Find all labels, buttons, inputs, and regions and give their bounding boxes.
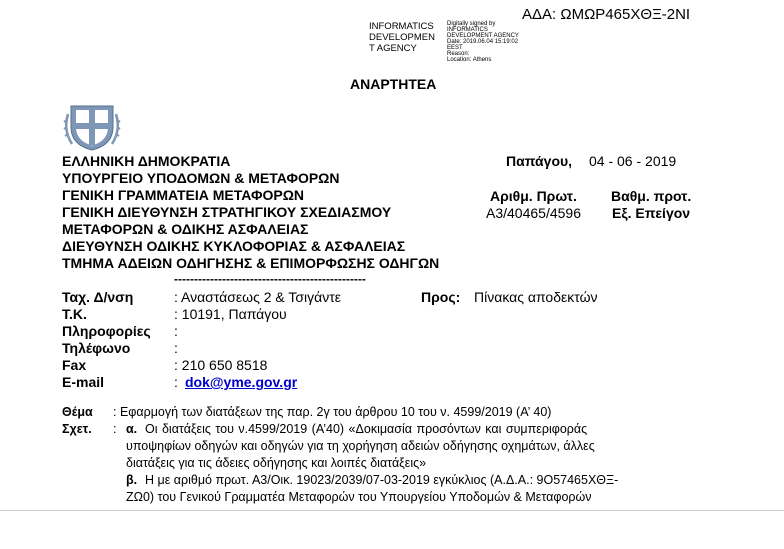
contact-label: E-mail bbox=[62, 374, 105, 390]
sender-line: ΓΕΝΙΚΗ ΔΙΕΥΘΥΝΣΗ ΣΤΡΑΤΗΓΙΚΟΥ ΣΧΕΔΙΑΣΜΟΥ bbox=[62, 204, 392, 220]
signature-detail: EEST bbox=[447, 45, 463, 51]
signature-detail: INFORMATICS bbox=[447, 27, 488, 33]
signature-detail: Location: Athens bbox=[447, 57, 492, 63]
sender-line: ΤΜΗΜΑ ΑΔΕΙΩΝ ΟΔΗΓΗΣΗΣ & ΕΠΙΜΟΡΦΩΣΗΣ ΟΔΗΓΩΝ bbox=[62, 255, 440, 271]
protocol-label: Αριθμ. Πρωτ. bbox=[490, 188, 577, 204]
subject-label: Θέμα bbox=[62, 405, 93, 419]
priority-label: Βαθμ. προτ. bbox=[611, 188, 692, 204]
sender-line: ΕΛΛΗΝΙΚΗ ΔΗΜΟΚΡΑΤΙΑ bbox=[62, 153, 231, 169]
signature-org-line: DEVELOPMEN bbox=[369, 32, 435, 43]
page-divider bbox=[0, 510, 784, 511]
signature-org-line: T AGENCY bbox=[369, 43, 417, 54]
priority-value: Εξ. Επείγον bbox=[612, 205, 691, 221]
reference-a-line: Οι διατάξεις του ν.4599/2019 (Α’40) «Δοκιμασία προσόντων και συμπεριφοράς bbox=[145, 422, 588, 436]
email-link[interactable]: dok@yme.gov.gr bbox=[185, 374, 298, 390]
contact-label: Fax bbox=[62, 357, 87, 373]
signature-detail: Digitally signed by bbox=[447, 21, 496, 27]
reference-a-line: διατάξεις για τις άδειες οδήγησης και λοιπές διατάξεις» bbox=[126, 456, 427, 470]
signature-org-line: INFORMATICS bbox=[369, 21, 434, 32]
contact-label: Τηλέφωνο bbox=[62, 340, 131, 356]
contact-value: : 10191, Παπάγου bbox=[174, 306, 287, 322]
reference-b-line: ΖΩ0) του Γενικού Γραμματέα Μεταφορών του Υπουργείου Υποδομών & Μεταφορών bbox=[126, 490, 592, 504]
date: 04 - 06 - 2019 bbox=[589, 153, 677, 169]
coat-of-arms-icon bbox=[62, 100, 122, 152]
sender-line: ΜΕΤΑΦΟΡΩΝ & ΟΔΙΚΗΣ ΑΣΦΑΛΕΙΑΣ bbox=[62, 221, 309, 237]
sender-line: ΔΙΕΥΘΥΝΣΗ ΟΔΙΚΗΣ ΚΥΚΛΟΦΟΡΙΑΣ & ΑΣΦΑΛΕΙΑΣ bbox=[62, 238, 406, 254]
recipient-value: Πίνακας αποδεκτών bbox=[474, 289, 598, 305]
separator-dashes: ------------------------------------------------ bbox=[174, 272, 366, 286]
place: Παπάγου, bbox=[506, 153, 573, 169]
reference-label: Σχετ. bbox=[62, 422, 92, 436]
ada-code: ΑΔΑ: ΩΜΩΡ465ΧΘΞ-2ΝΙ bbox=[522, 6, 691, 23]
signature-detail: Reason: bbox=[447, 51, 470, 57]
document-heading: ΑΝΑΡΤΗΤΕΑ bbox=[350, 76, 437, 92]
reference-a-line: υποψηφίων οδηγών και οδηγών για τη χορήγηση αδειών οδήγησης οχημάτων, άλλες bbox=[126, 439, 595, 453]
reference-b-line: Η με αριθμό πρωτ. Α3/Οικ. 19023/2039/07-03-2019 εγκύκλιος (Α.Δ.Α.: 9Ο57465ΧΘΞ- bbox=[145, 473, 619, 487]
email-colon: : bbox=[174, 374, 178, 390]
signature-detail: DEVELOPMENT AGENCY bbox=[447, 33, 519, 39]
contact-value: : 210 650 8518 bbox=[174, 357, 268, 373]
protocol-number: Α3/40465/4596 bbox=[486, 205, 581, 221]
contact-value: : Αναστάσεως 2 & Τσιγάντε bbox=[174, 289, 341, 305]
contact-label: Τ.Κ. bbox=[62, 306, 87, 322]
recipient-label: Προς: bbox=[421, 289, 461, 305]
contact-value: : bbox=[174, 340, 178, 356]
reference-colon: : bbox=[113, 422, 117, 436]
sender-line: ΓΕΝΙΚΗ ΓΡΑΜΜΑΤΕΙΑ ΜΕΤΑΦΟΡΩΝ bbox=[62, 187, 305, 203]
signature-detail: Date: 2019.06.04 15:19:02 bbox=[447, 39, 519, 45]
reference-a-marker: α. bbox=[126, 422, 138, 436]
reference-b-marker: β. bbox=[126, 473, 138, 487]
contact-value: : bbox=[174, 323, 178, 339]
subject-text: : Εφαρμογή των διατάξεων της παρ. 2γ του άρθρου 10 του ν. 4599/2019 (Α’ 40) bbox=[113, 405, 552, 419]
contact-label: Πληροφορίες bbox=[62, 323, 151, 339]
contact-label: Ταχ. Δ/νση bbox=[62, 289, 134, 305]
sender-line: ΥΠΟΥΡΓΕΙΟ ΥΠΟΔΟΜΩΝ & ΜΕΤΑΦΟΡΩΝ bbox=[62, 170, 340, 186]
